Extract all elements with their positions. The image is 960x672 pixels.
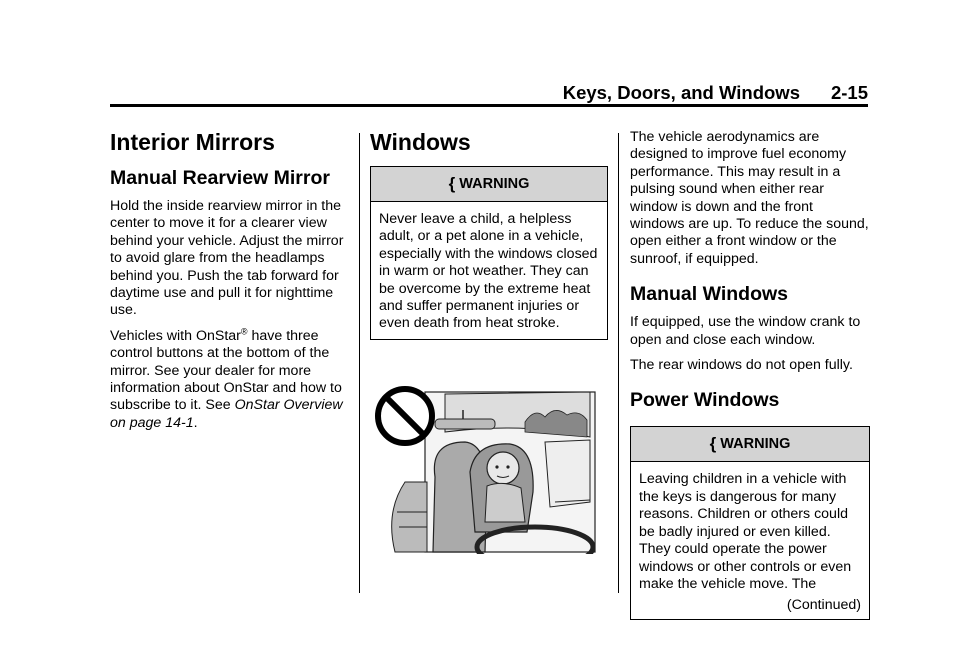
page-header [110,82,868,104]
warning-header [631,427,869,462]
paragraph-mirror-adjust: Hold the inside rearview mirror in the center to move it for a clearer view behind your vehicle. Adjust the mirror to avoid glare from the headlamps behind you. Push the tab forward for daytime use and pull it for nighttime use. [110,198,344,319]
warning-header [371,167,607,202]
continued-note: (Continued) [786,597,861,614]
warning-icon: { [448,174,456,193]
onstar-overview-link[interactable]: OnStar Overview on page 14-1 [110,397,343,431]
column-3 [630,126,870,620]
paragraph-aerodynamics: The vehicle aerodynamics are designed to improve fuel economy performance. This may result in a pulsing sound when either rear window is down and the front windows are up. To reduce the sound, open either a front window or the sunroof, if equipped. [630,129,869,267]
column-divider [618,133,619,593]
column-divider [359,133,360,593]
subsection-title-manual-rearview-mirror: Manual Rearview Mirror [110,167,330,189]
section-title-interior-mirrors: Interior Mirrors [110,129,275,155]
paragraph-rear-windows: The rear windows do not open fully. [630,357,853,374]
child-in-car-prohibited-icon [375,382,597,554]
warning-box [370,166,608,340]
column-2 [370,126,608,340]
warning-body [631,462,869,619]
onstar-text-cont: have three control buttons at the bottom of the mirror. See your dealer for more information about OnStar and how to subscribe to it. See [110,327,342,414]
column-1 [110,126,354,440]
paragraph-onstar [110,328,354,432]
warning-label: WARNING [459,176,530,192]
period: . [193,414,198,431]
section-title-windows: Windows [370,129,471,155]
paragraph-manual-windows: If equipped, use the window crank to open and close each window. [630,314,861,348]
warning-text: Never leave a child, a helpless adult, or a pet alone in a vehicle, especially with the windows closed in warm or hot weather. They can be overcome by the extreme heat and suffer permanent injuries or even death from heat stroke. [379,211,598,332]
subsection-title-manual-windows: Manual Windows [630,283,788,306]
registered-mark: ® [240,326,248,337]
subsection-title-power-windows: Power Windows [630,389,780,412]
warning-box [630,426,870,620]
warning-body [371,202,607,339]
warning-text: Leaving children in a vehicle with the keys is dangerous for many reasons. Children or others could be badly injured or even killed. They could operate the power windows or other controls or even make the vehicle move. The [639,471,852,592]
header-title: Keys, Doors, and Windows [562,82,800,103]
warning-icon: { [709,434,717,454]
header-rule [110,104,868,107]
page-number: 2-15 [830,82,868,103]
warning-label: WARNING [720,436,791,453]
onstar-text: Vehicles with OnStar [110,327,241,344]
